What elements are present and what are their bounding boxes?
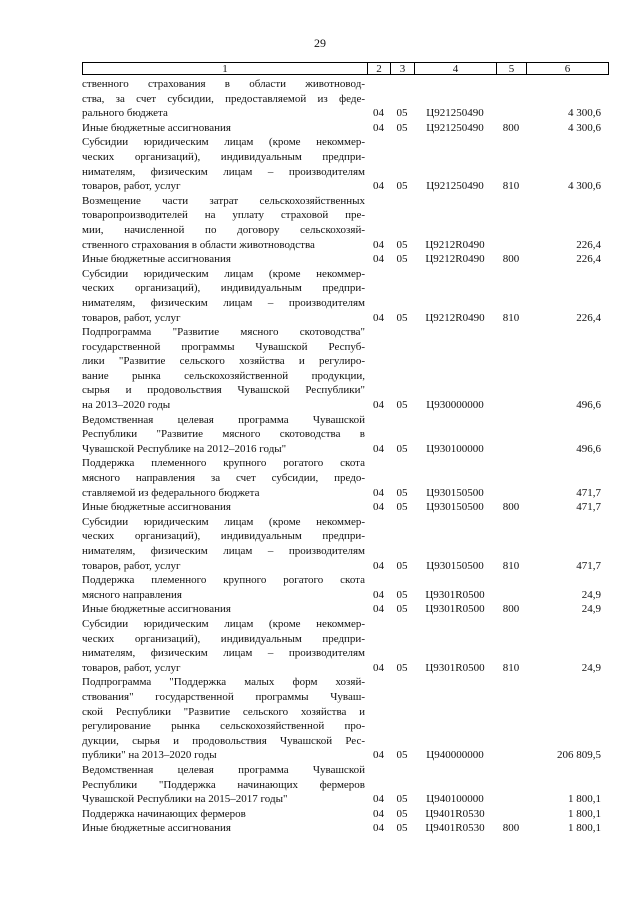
table-row [82,267,609,325]
target-article-code: Ц930150500 [426,501,484,514]
target-article-code: Ц9212R0490 [425,253,485,266]
expense-type-code: 800 [502,822,520,835]
description-line: ческих организаций), индивидуальным предпри- [82,282,365,295]
row-description [82,135,367,193]
table-row [82,602,609,617]
description-line: ческих организаций), индивидуальным предпри- [82,632,365,645]
table-row [82,500,609,515]
section-code: 04 [373,793,384,806]
description-line: публики" на 2013–2020 годы [82,749,217,762]
subsection-code: 05 [396,749,408,762]
target-article-code: Ц930150500 [426,559,484,572]
row-description [82,763,367,807]
description-line: Иные бюджетные ассигнования [82,253,231,266]
section-code: 04 [373,807,384,820]
subsection-code: 05 [396,180,408,193]
section-code: 04 [373,588,384,601]
description-line: Субсидии юридическим лицам (кроме некоммер- [82,267,365,280]
section-code: 04 [373,822,384,835]
target-article-code: Ц940100000 [426,793,484,806]
target-article-code: Ц930100000 [426,442,484,455]
description-line: рального бюджета [82,107,168,120]
description-line: нимателям, физическим лицам – производителям [82,165,365,178]
description-line: товаров, работ, услуг [82,661,181,674]
target-article-code: Ц9301R0500 [425,661,485,674]
subsection-code: 05 [396,399,408,412]
row-description [82,602,367,617]
table-row [82,617,609,675]
description-line: ственного страхования в области животноводства [82,238,315,251]
subsection-code: 05 [396,661,408,674]
target-article-code: Ц9401R0530 [425,822,485,835]
row-description [82,456,367,500]
subsection-code: 05 [396,311,408,324]
description-line: Иные бюджетные ассигнования [82,121,231,134]
section-code: 04 [373,121,384,134]
target-article-code: Ц930000000 [426,399,484,412]
table-row [82,515,609,573]
row-description [82,617,367,675]
amount: 226,4 [576,311,601,324]
table-row [82,121,609,136]
section-code: 04 [373,442,384,455]
description-line: Иные бюджетные ассигнования [82,603,231,616]
description-line: ческих организаций), индивидуальным предпри- [82,150,365,163]
amount: 471,7 [576,486,601,499]
row-description [82,121,367,136]
section-code: 04 [373,180,384,193]
amount: 496,6 [576,399,601,412]
section-code: 04 [373,107,384,120]
table-row [82,675,609,763]
description-line: Ведомственная целевая программа Чувашской [82,763,365,776]
row-description [82,821,367,836]
row-description [82,515,367,573]
section-code: 04 [373,399,384,412]
target-article-code: Ц940000000 [426,749,484,762]
description-line: ской Республики "Развитие сельского хозяйства и [82,705,365,718]
description-line: ставляемой из федерального бюджета [82,486,260,499]
amount: 24,9 [581,661,601,674]
description-line: Ведомственная целевая программа Чувашской [82,413,365,426]
header-col-6: 6 [564,63,571,75]
target-article-code: Ц9301R0500 [425,588,485,601]
table-row [82,252,609,267]
description-line: нимателям, физическим лицам – производителям [82,545,365,557]
description-line: мии, начисленной по договору сельскохозяй- [82,223,365,236]
table-row [82,573,609,602]
description-line: Чувашской Республики на 2015–2017 годы" [82,793,288,806]
header-col-3: 3 [391,63,415,74]
table-row [82,77,609,121]
row-description [82,77,367,121]
description-line: ческих организаций), индивидуальным предпри- [82,530,365,543]
amount: 226,4 [576,253,601,266]
expense-type-code: 810 [502,180,520,193]
expense-type-code: 810 [502,311,520,324]
amount: 1 800,1 [568,793,601,806]
description-line: Республики "Поддержка начинающих фермеров [82,778,365,791]
description-line: государственной программы Чувашской Респуб- [82,340,365,353]
row-description [82,675,367,763]
row-description [82,807,367,822]
description-line: товаров, работ, услуг [82,311,181,324]
row-description [82,194,367,252]
row-description [82,325,367,413]
section-code: 04 [373,311,384,324]
description-line: Поддержка начинающих фермеров [82,807,246,820]
amount: 471,7 [576,501,601,514]
row-description [82,500,367,515]
table-row [82,807,609,822]
target-article-code: Ц9401R0530 [425,807,485,820]
section-code: 04 [373,559,384,572]
subsection-code: 05 [396,107,408,120]
subsection-code: 05 [396,822,408,835]
target-article-code: Ц921250490 [426,180,484,193]
description-line: товаропроизводителей на уплату страховой пре- [82,209,365,222]
header-col-5: 5 [497,63,527,74]
description-line: ства, за счет субсидии, предоставляемой из феде- [82,92,365,105]
section-code: 04 [373,253,384,266]
description-line: ствования" государственной программы Чуваш- [82,690,365,703]
amount: 1 800,1 [568,807,601,820]
amount: 4 300,6 [568,107,601,120]
amount: 24,9 [581,603,601,616]
description-line: Иные бюджетные ассигнования [82,501,231,514]
amount: 206 809,5 [557,749,601,762]
description-line: товаров, работ, услуг [82,559,181,572]
table-row [82,763,609,807]
description-line: Субсидии юридическим лицам (кроме некоммер- [82,515,365,528]
subsection-code: 05 [396,559,408,572]
description-line: Республики "Развитие мясного скотоводства в [82,428,365,441]
expense-type-code: 800 [502,501,520,514]
description-line: Субсидии юридическим лицам (кроме некоммер- [82,617,365,630]
description-line: на 2013–2020 годы [82,399,171,412]
target-article-code: Ц9212R0490 [425,238,485,251]
amount: 496,6 [576,442,601,455]
description-line: Субсидии юридическим лицам (кроме некоммер- [82,136,365,149]
header-col-2: 2 [368,63,391,74]
description-line: Поддержка племенного крупного рогатого скота [82,457,365,470]
description-line: Подпрограмма "Поддержка малых форм хозяй- [82,676,365,689]
subsection-code: 05 [396,807,408,820]
table-row [82,456,609,500]
expense-type-code: 800 [502,603,520,616]
description-line: нимателям, физическим лицам – производителям [82,647,365,660]
description-line: товаров, работ, услуг [82,180,181,193]
target-article-code: Ц921250490 [426,107,484,120]
page-number: 29 [314,36,326,50]
subsection-code: 05 [396,588,408,601]
section-code: 04 [373,749,384,762]
table-header [82,62,609,75]
section-code: 04 [373,238,384,251]
section-code: 04 [373,486,384,499]
description-line: сырья и продовольствия Чувашской Республики" [82,384,365,397]
amount: 4 300,6 [568,180,601,193]
section-code: 04 [373,603,384,616]
row-description [82,573,367,602]
amount: 1 800,1 [568,822,601,835]
description-line: Поддержка племенного крупного рогатого скота [82,574,365,587]
description-line: Чувашской Республике на 2012–2016 годы" [82,442,287,455]
description-line: мясного направления за счет субсидии, предо- [82,472,365,485]
subsection-code: 05 [396,486,408,499]
description-line: Возмещение части затрат сельскохозяйственных [82,194,365,207]
subsection-code: 05 [396,253,408,266]
row-description [82,413,367,457]
target-article-code: Ц9212R0490 [425,311,485,324]
description-line: нимателям, физическим лицам – производителям [82,296,365,309]
description-line: лики "Развитие сельского хозяйства и регулиро- [82,355,365,368]
header-col-4: 4 [415,63,497,74]
header-col-1: 1 [83,63,368,74]
table-row [82,194,609,252]
target-article-code: Ц921250490 [426,121,484,134]
description-line: Иные бюджетные ассигнования [82,822,231,835]
subsection-code: 05 [396,793,408,806]
table-row [82,135,609,193]
table-row [82,413,609,457]
description-line: вание рынка сельскохозяйственной продукции, [82,369,365,382]
description-line: мясного направления [82,588,182,601]
description-line: Подпрограмма "Развитие мясного скотоводства" [82,326,365,339]
section-code: 04 [373,661,384,674]
target-article-code: Ц9301R0500 [425,603,485,616]
subsection-code: 05 [396,603,408,616]
row-description [82,252,367,267]
subsection-code: 05 [396,442,408,455]
amount: 471,7 [576,559,601,572]
target-article-code: Ц930150500 [426,486,484,499]
expense-type-code: 800 [502,253,520,266]
description-line: ственного страхования в области животновод- [82,78,365,90]
amount: 226,4 [576,238,601,251]
table-body [82,77,609,836]
expense-type-code: 810 [502,559,520,572]
table-row [82,821,609,836]
expense-type-code: 810 [502,661,520,674]
section-code: 04 [373,501,384,514]
subsection-code: 05 [396,501,408,514]
amount: 24,9 [581,588,601,601]
expense-type-code: 800 [502,121,520,134]
description-line: дукции, сырья и продовольствия Чувашской Рес- [82,734,365,747]
row-description [82,267,367,325]
amount: 4 300,6 [568,121,601,134]
subsection-code: 05 [396,238,408,251]
table-row [82,325,609,413]
description-line: регулирование рынка сельскохозяйственной про- [82,720,365,733]
subsection-code: 05 [396,121,408,134]
